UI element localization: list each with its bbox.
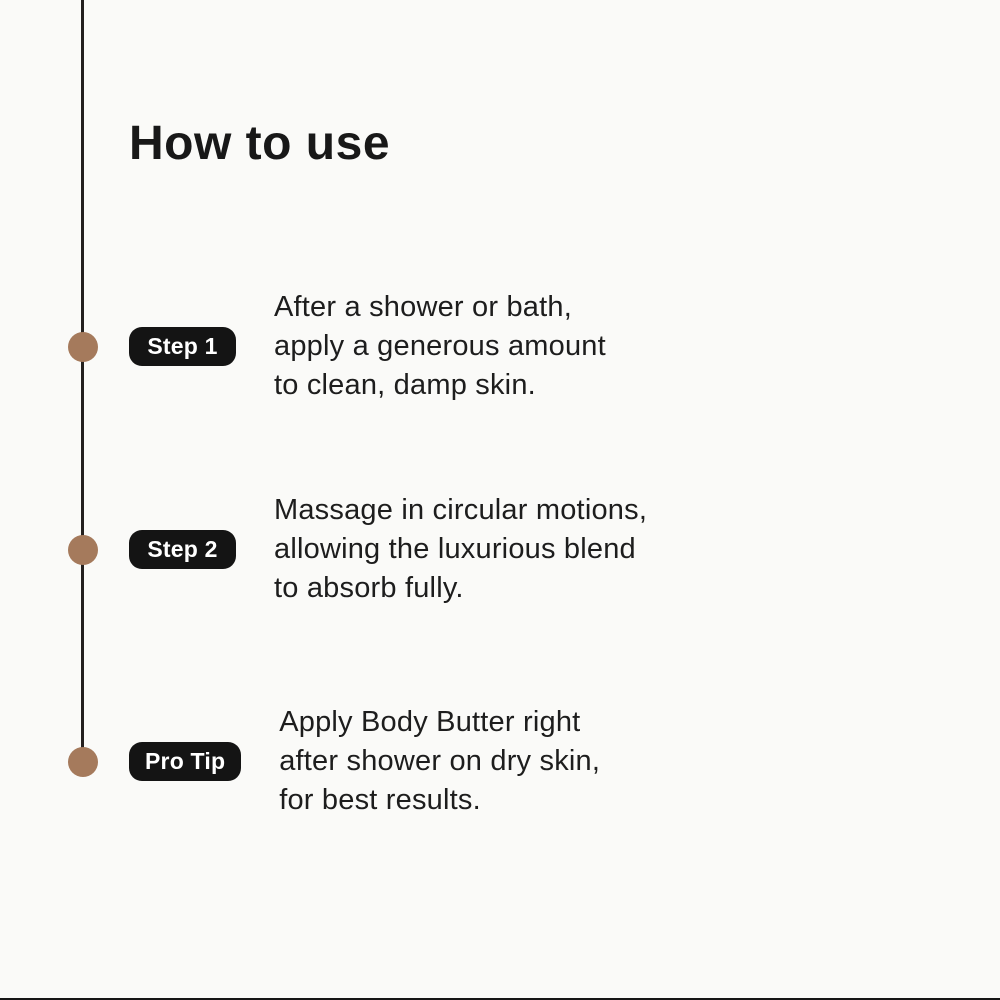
pro-tip-text <box>279 703 600 820</box>
pro-tip-badge: Pro Tip <box>129 742 241 781</box>
step-row-pro-tip <box>129 703 600 820</box>
page-title: How to use <box>129 117 391 170</box>
step-2-line-1: Massage in circular motions, <box>274 494 648 526</box>
step-2-text <box>274 491 647 608</box>
step-2-line-2: allowing the luxurious blend <box>274 533 636 565</box>
timeline-line <box>81 0 84 763</box>
timeline-dot <box>68 332 98 362</box>
pro-tip-line-2: after shower on dry skin, <box>279 745 601 777</box>
timeline-dot <box>68 747 98 777</box>
step-1-line-1: After a shower or bath, <box>274 291 572 323</box>
pro-tip-line-1: Apply Body Butter right <box>279 706 581 738</box>
step-1-line-2: apply a generous amount <box>274 330 606 362</box>
step-1-badge: Step 1 <box>129 327 236 366</box>
step-row-2 <box>129 491 647 608</box>
step-2-line-3: to absorb fully. <box>274 572 464 604</box>
pro-tip-line-3: for best results. <box>279 784 481 816</box>
timeline-dot <box>68 535 98 565</box>
step-1-text <box>274 288 606 405</box>
step-1-line-3: to clean, damp skin. <box>274 369 536 401</box>
step-2-badge: Step 2 <box>129 530 236 569</box>
step-row-1 <box>129 288 606 405</box>
